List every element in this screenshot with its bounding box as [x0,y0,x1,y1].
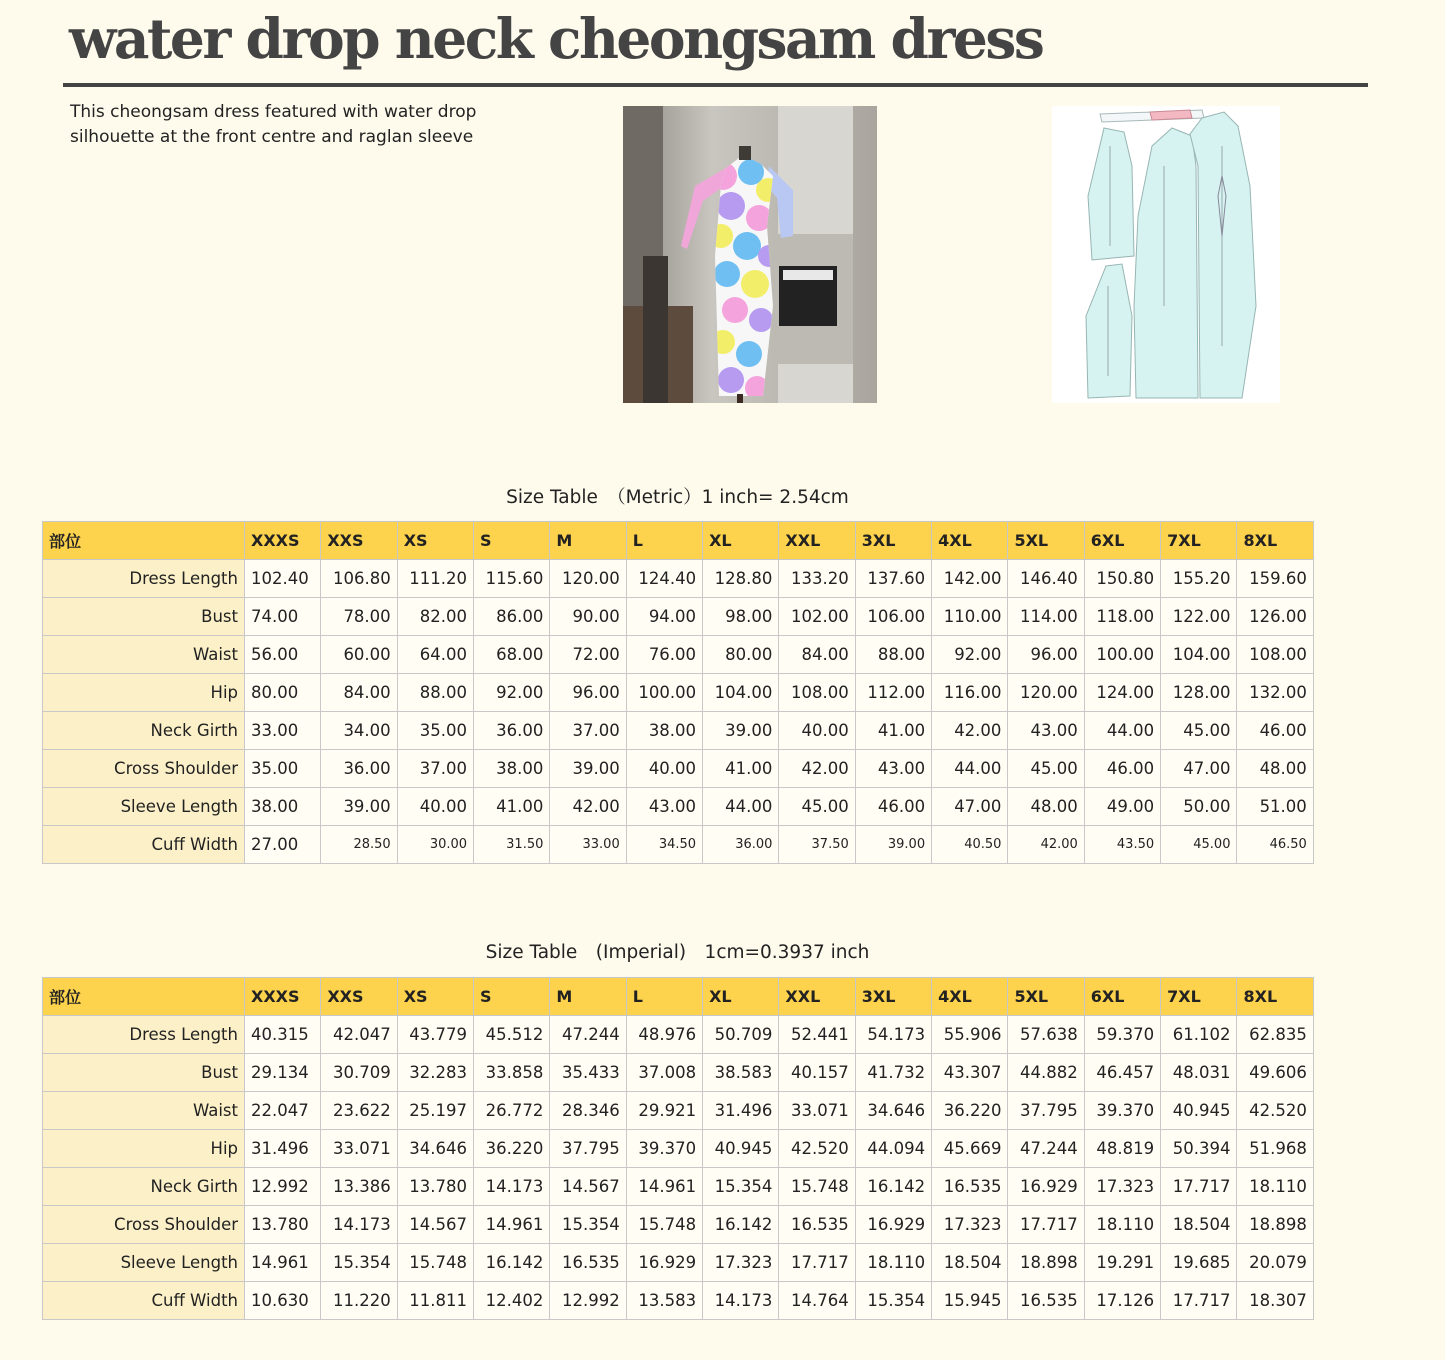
table-row [43,1244,1314,1282]
column-header-size: M [550,522,626,560]
column-header-size: S [474,978,550,1016]
table-cell: 16.142 [855,1168,931,1206]
table-cell: 29.921 [626,1092,702,1130]
table-cell: 80.00 [245,674,321,712]
table-cell: 49.00 [1084,788,1160,826]
table-cell: 19.685 [1161,1244,1237,1282]
table-cell: 40.50 [932,826,1008,864]
table-cell: 120.00 [550,560,626,598]
table-cell: 132.00 [1237,674,1313,712]
table-cell: 20.079 [1237,1244,1313,1282]
table-cell: 11.811 [397,1282,473,1320]
column-header-size: XXL [779,522,855,560]
table-cell: 15.354 [703,1168,779,1206]
row-label: Cross Shoulder [43,750,245,788]
row-label: Hip [43,1130,245,1168]
column-header-size: 3XL [855,522,931,560]
table-cell: 28.50 [321,826,397,864]
table-cell: 48.819 [1084,1130,1160,1168]
table-cell: 15.748 [779,1168,855,1206]
table-cell: 88.00 [855,636,931,674]
table-cell: 42.00 [932,712,1008,750]
table-cell: 92.00 [474,674,550,712]
table-cell: 36.00 [703,826,779,864]
table-row [43,598,1314,636]
table-cell: 80.00 [703,636,779,674]
table-cell: 36.220 [932,1092,1008,1130]
row-label: Cross Shoulder [43,1206,245,1244]
table-cell: 51.00 [1237,788,1313,826]
table-cell: 92.00 [932,636,1008,674]
table-row [43,1168,1314,1206]
table-cell: 44.00 [932,750,1008,788]
table-cell: 45.00 [1008,750,1084,788]
table-cell: 128.80 [703,560,779,598]
table-cell: 128.00 [1161,674,1237,712]
table-cell: 14.567 [397,1206,473,1244]
table-cell: 34.646 [397,1130,473,1168]
column-header-size: XXS [321,522,397,560]
table-cell: 100.00 [626,674,702,712]
table-cell: 39.370 [626,1130,702,1168]
table-cell: 36.00 [474,712,550,750]
table-cell: 60.00 [321,636,397,674]
table-row [43,1054,1314,1092]
table-cell: 76.00 [626,636,702,674]
table-cell: 112.00 [855,674,931,712]
table-cell: 31.496 [703,1092,779,1130]
column-header-size: XXS [321,978,397,1016]
table-cell: 47.00 [932,788,1008,826]
row-label: Cuff Width [43,826,245,864]
table-cell: 37.795 [1008,1092,1084,1130]
table-cell: 54.173 [855,1016,931,1054]
table-cell: 43.779 [397,1016,473,1054]
table-cell: 52.441 [779,1016,855,1054]
table-cell: 110.00 [932,598,1008,636]
table-cell: 84.00 [321,674,397,712]
table-cell: 45.512 [474,1016,550,1054]
column-header-size: XXL [779,978,855,1016]
table-cell: 17.717 [1161,1168,1237,1206]
table-cell: 14.567 [550,1168,626,1206]
table-cell: 122.00 [1161,598,1237,636]
imperial-table-caption: Size Table (Imperial) 1cm=0.3937 inch [485,942,870,963]
table-header-row [43,978,1314,1016]
column-header-size: 8XL [1237,978,1313,1016]
table-cell: 14.961 [626,1168,702,1206]
table-cell: 34.00 [321,712,397,750]
row-label: Hip [43,674,245,712]
table-cell: 13.386 [321,1168,397,1206]
table-cell: 40.00 [626,750,702,788]
table-cell: 16.929 [626,1244,702,1282]
table-cell: 62.835 [1237,1016,1313,1054]
table-cell: 114.00 [1008,598,1084,636]
table-row [43,1092,1314,1130]
table-cell: 17.323 [1084,1168,1160,1206]
table-cell: 18.110 [1084,1206,1160,1244]
table-row [43,636,1314,674]
table-cell: 50.709 [703,1016,779,1054]
table-cell: 37.008 [626,1054,702,1092]
table-cell: 142.00 [932,560,1008,598]
table-cell: 29.134 [245,1054,321,1092]
table-cell: 108.00 [1237,636,1313,674]
table-cell: 23.622 [321,1092,397,1130]
table-cell: 50.394 [1161,1130,1237,1168]
table-cell: 17.717 [1161,1282,1237,1320]
sewing-pattern-image [1052,106,1280,403]
table-cell: 56.00 [245,636,321,674]
row-label: Sleeve Length [43,788,245,826]
table-cell: 38.00 [245,788,321,826]
row-label: Cuff Width [43,1282,245,1320]
table-cell: 18.898 [1008,1244,1084,1282]
table-cell: 42.520 [779,1130,855,1168]
table-cell: 43.50 [1084,826,1160,864]
table-cell: 15.354 [321,1244,397,1282]
table-cell: 19.291 [1084,1244,1160,1282]
table-row [43,1016,1314,1054]
column-header-size: 7XL [1161,522,1237,560]
table-cell: 35.00 [397,712,473,750]
metric-size-table [42,521,1314,864]
column-header-size: M [550,978,626,1016]
column-header-size: XL [703,978,779,1016]
table-cell: 40.945 [1161,1092,1237,1130]
table-cell: 46.00 [1237,712,1313,750]
table-cell: 98.00 [703,598,779,636]
dress-photo [623,106,877,403]
table-cell: 51.968 [1237,1130,1313,1168]
table-cell: 64.00 [397,636,473,674]
table-cell: 45.669 [932,1130,1008,1168]
table-cell: 12.992 [245,1168,321,1206]
table-cell: 40.00 [779,712,855,750]
table-cell: 150.80 [1084,560,1160,598]
table-cell: 41.00 [855,712,931,750]
table-cell: 55.906 [932,1016,1008,1054]
column-header-size: 6XL [1084,522,1160,560]
table-cell: 39.00 [855,826,931,864]
product-description: This cheongsam dress featured with water drop silhouette at the front centre and raglan sleeve [70,102,477,147]
table-cell: 31.50 [474,826,550,864]
table-cell: 17.323 [932,1206,1008,1244]
table-cell: 47.244 [550,1016,626,1054]
table-cell: 102.00 [779,598,855,636]
metric-table-caption: Size Table （Metric）1 inch= 2.54cm [506,487,849,508]
table-cell: 34.646 [855,1092,931,1130]
table-cell: 14.173 [321,1206,397,1244]
table-cell: 45.00 [1161,826,1237,864]
table-cell: 48.031 [1161,1054,1237,1092]
table-row [43,560,1314,598]
table-cell: 15.945 [932,1282,1008,1320]
table-cell: 42.00 [779,750,855,788]
table-cell: 16.535 [1008,1282,1084,1320]
table-cell: 43.307 [932,1054,1008,1092]
table-cell: 42.520 [1237,1092,1313,1130]
row-label: Dress Length [43,560,245,598]
row-label: Dress Length [43,1016,245,1054]
table-cell: 50.00 [1161,788,1237,826]
table-cell: 17.126 [1084,1282,1160,1320]
column-header-size: XS [397,978,473,1016]
table-row [43,826,1314,864]
table-cell: 18.110 [855,1244,931,1282]
table-cell: 37.795 [550,1130,626,1168]
sewing-pattern [1052,106,1280,403]
table-cell: 14.173 [703,1282,779,1320]
table-row [43,1130,1314,1168]
table-cell: 14.961 [474,1206,550,1244]
table-cell: 32.283 [397,1054,473,1092]
table-cell: 120.00 [1008,674,1084,712]
table-cell: 100.00 [1084,636,1160,674]
table-cell: 90.00 [550,598,626,636]
page-title: water drop neck cheongsam dress [69,6,1043,71]
table-cell: 36.00 [321,750,397,788]
table-cell: 30.709 [321,1054,397,1092]
table-cell: 43.00 [855,750,931,788]
column-header-size: XXXS [245,978,321,1016]
table-cell: 25.197 [397,1092,473,1130]
table-cell: 15.748 [397,1244,473,1282]
column-header-size: 4XL [932,522,1008,560]
table-cell: 61.102 [1161,1016,1237,1054]
table-cell: 146.40 [1008,560,1084,598]
table-cell: 16.535 [932,1168,1008,1206]
table-row [43,674,1314,712]
dress-photo-image [623,106,877,403]
table-cell: 17.717 [779,1244,855,1282]
table-cell: 18.504 [932,1244,1008,1282]
table-cell: 159.60 [1237,560,1313,598]
table-cell: 96.00 [550,674,626,712]
table-row [43,712,1314,750]
table-cell: 40.157 [779,1054,855,1092]
table-cell: 96.00 [1008,636,1084,674]
table-cell: 16.929 [855,1206,931,1244]
table-cell: 41.00 [474,788,550,826]
column-header-size: XXXS [245,522,321,560]
table-cell: 106.80 [321,560,397,598]
table-cell: 18.110 [1237,1168,1313,1206]
table-cell: 33.071 [779,1092,855,1130]
table-cell: 40.315 [245,1016,321,1054]
table-cell: 78.00 [321,598,397,636]
title-divider [63,83,1368,87]
table-cell: 37.50 [779,826,855,864]
table-cell: 40.945 [703,1130,779,1168]
table-cell: 13.583 [626,1282,702,1320]
row-label: Sleeve Length [43,1244,245,1282]
table-cell: 48.00 [1237,750,1313,788]
table-cell: 38.583 [703,1054,779,1092]
table-cell: 16.535 [779,1206,855,1244]
table-cell: 118.00 [1084,598,1160,636]
row-label: Waist [43,636,245,674]
column-header-size: 6XL [1084,978,1160,1016]
table-cell: 18.898 [1237,1206,1313,1244]
column-header-part: 部位 [43,522,245,560]
table-cell: 41.732 [855,1054,931,1092]
table-cell: 14.764 [779,1282,855,1320]
imperial-size-table [42,977,1314,1320]
row-label: Neck Girth [43,1168,245,1206]
table-cell: 44.882 [1008,1054,1084,1092]
column-header-size: 5XL [1008,978,1084,1016]
table-cell: 12.992 [550,1282,626,1320]
column-header-size: 8XL [1237,522,1313,560]
table-cell: 11.220 [321,1282,397,1320]
table-cell: 38.00 [626,712,702,750]
table-cell: 15.354 [550,1206,626,1244]
column-header-size: 7XL [1161,978,1237,1016]
table-cell: 124.00 [1084,674,1160,712]
column-header-size: 5XL [1008,522,1084,560]
table-cell: 74.00 [245,598,321,636]
table-cell: 44.00 [1084,712,1160,750]
table-cell: 12.402 [474,1282,550,1320]
table-cell: 34.50 [626,826,702,864]
table-row [43,750,1314,788]
table-cell: 68.00 [474,636,550,674]
table-cell: 16.142 [703,1206,779,1244]
table-cell: 16.929 [1008,1168,1084,1206]
table-cell: 46.00 [1084,750,1160,788]
table-cell: 46.00 [855,788,931,826]
column-header-size: 4XL [932,978,1008,1016]
column-header-size: 3XL [855,978,931,1016]
table-cell: 82.00 [397,598,473,636]
table-cell: 31.496 [245,1130,321,1168]
table-cell: 116.00 [932,674,1008,712]
table-cell: 27.00 [245,826,321,864]
table-cell: 42.00 [1008,826,1084,864]
table-cell: 49.606 [1237,1054,1313,1092]
table-cell: 18.307 [1237,1282,1313,1320]
table-cell: 47.00 [1161,750,1237,788]
table-cell: 17.717 [1008,1206,1084,1244]
table-cell: 33.858 [474,1054,550,1092]
table-cell: 16.535 [550,1244,626,1282]
table-cell: 47.244 [1008,1130,1084,1168]
table-cell: 45.00 [1161,712,1237,750]
table-cell: 124.40 [626,560,702,598]
table-cell: 18.504 [1161,1206,1237,1244]
table-cell: 40.00 [397,788,473,826]
table-cell: 46.457 [1084,1054,1160,1092]
table-cell: 10.630 [245,1282,321,1320]
table-cell: 22.047 [245,1092,321,1130]
table-cell: 37.00 [550,712,626,750]
table-cell: 13.780 [245,1206,321,1244]
table-cell: 102.40 [245,560,321,598]
table-cell: 39.00 [550,750,626,788]
table-cell: 48.976 [626,1016,702,1054]
row-label: Bust [43,598,245,636]
table-cell: 108.00 [779,674,855,712]
table-cell: 137.60 [855,560,931,598]
table-cell: 33.00 [550,826,626,864]
column-header-size: XS [397,522,473,560]
table-cell: 115.60 [474,560,550,598]
table-cell: 17.323 [703,1244,779,1282]
table-cell: 57.638 [1008,1016,1084,1054]
table-cell: 133.20 [779,560,855,598]
table-cell: 44.00 [703,788,779,826]
table-cell: 126.00 [1237,598,1313,636]
table-cell: 13.780 [397,1168,473,1206]
table-cell: 16.142 [474,1244,550,1282]
table-cell: 155.20 [1161,560,1237,598]
table-cell: 84.00 [779,636,855,674]
table-cell: 45.00 [779,788,855,826]
table-cell: 94.00 [626,598,702,636]
table-cell: 35.433 [550,1054,626,1092]
table-cell: 14.173 [474,1168,550,1206]
table-cell: 33.071 [321,1130,397,1168]
column-header-size: L [626,978,702,1016]
column-header-part: 部位 [43,978,245,1016]
table-cell: 111.20 [397,560,473,598]
table-cell: 30.00 [397,826,473,864]
table-cell: 36.220 [474,1130,550,1168]
table-cell: 43.00 [626,788,702,826]
table-cell: 46.50 [1237,826,1313,864]
table-cell: 48.00 [1008,788,1084,826]
table-cell: 38.00 [474,750,550,788]
table-cell: 39.370 [1084,1092,1160,1130]
table-cell: 28.346 [550,1092,626,1130]
table-cell: 104.00 [1161,636,1237,674]
column-header-size: L [626,522,702,560]
table-cell: 37.00 [397,750,473,788]
table-row [43,1282,1314,1320]
table-cell: 14.961 [245,1244,321,1282]
table-cell: 43.00 [1008,712,1084,750]
column-header-size: S [474,522,550,560]
table-header-row [43,522,1314,560]
row-label: Bust [43,1054,245,1092]
column-header-size: XL [703,522,779,560]
table-cell: 88.00 [397,674,473,712]
table-cell: 15.354 [855,1282,931,1320]
table-row [43,1206,1314,1244]
table-cell: 86.00 [474,598,550,636]
table-cell: 72.00 [550,636,626,674]
table-cell: 44.094 [855,1130,931,1168]
table-cell: 104.00 [703,674,779,712]
table-cell: 42.00 [550,788,626,826]
table-cell: 41.00 [703,750,779,788]
table-row [43,788,1314,826]
table-cell: 26.772 [474,1092,550,1130]
table-cell: 59.370 [1084,1016,1160,1054]
table-cell: 15.748 [626,1206,702,1244]
table-cell: 106.00 [855,598,931,636]
row-label: Waist [43,1092,245,1130]
table-cell: 35.00 [245,750,321,788]
table-cell: 39.00 [321,788,397,826]
table-cell: 42.047 [321,1016,397,1054]
table-cell: 39.00 [703,712,779,750]
row-label: Neck Girth [43,712,245,750]
table-cell: 33.00 [245,712,321,750]
